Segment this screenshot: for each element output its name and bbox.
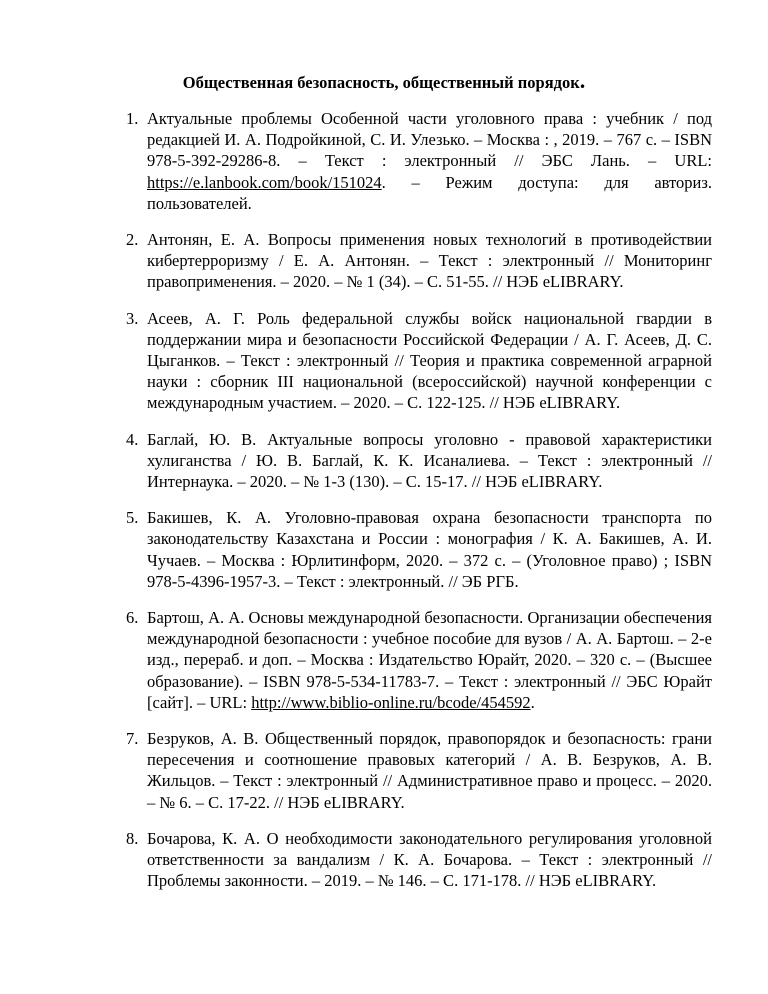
reference-url-link[interactable]: https://e.lanbook.com/book/151024 bbox=[147, 172, 382, 192]
reference-number: 3. bbox=[126, 308, 139, 328]
reference-item-2 bbox=[126, 229, 712, 293]
reference-item-4 bbox=[126, 429, 712, 493]
reference-number: 8. bbox=[126, 828, 139, 848]
reference-url-link[interactable]: http://www.biblio-online.ru/bcode/454592 bbox=[251, 692, 531, 712]
reference-item-6 bbox=[126, 607, 712, 713]
reference-list bbox=[126, 108, 712, 907]
reference-text: Баглай, Ю. В. Актуальные вопросы уголовно - правовой характеристики хулиганства / Ю. В. Баглай, К. К. Исаналиева. – Текст : электронный // Интернаука. – 2020. – № 1-3 (130). – С. 15-17. // НЭБ eLIBRARY. bbox=[147, 429, 712, 492]
reference-text: Бочарова, К. А. О необходимости законодательного регулирования уголовной ответственности за вандализм / К. А. Бочарова. – Текст : электронный // Проблемы законности. – 2019. – № 146. – С. 171-178. // НЭБ eLIBRARY. bbox=[147, 828, 712, 891]
reference-number: 2. bbox=[126, 230, 139, 250]
reference-number: 6. bbox=[126, 608, 139, 628]
reference-number: 1. bbox=[126, 109, 139, 128]
reference-text: Актуальные проблемы Особенной части уголовного права : учебник / под редакцией И. А. Подройкиной, С. И. Улезько. – Москва : , 2019. – 767 с. – ISBN 978-5-392-29286-8. – Текст : электронный // ЭБС Лань. – URL: bbox=[147, 109, 712, 171]
title-period: . bbox=[579, 68, 586, 93]
reference-item-3 bbox=[126, 308, 712, 414]
reference-item-8 bbox=[126, 828, 712, 892]
reference-text-after: . bbox=[530, 692, 535, 712]
reference-number: 7. bbox=[126, 729, 139, 749]
reference-number: 4. bbox=[126, 429, 139, 449]
reference-text: Бакишев, К. А. Уголовно-правовая охрана безопасности транспорта по законодательству Казахстана и России : монография / К. А. Бакишев, А. И. Чучаев. – Москва : Юрлитинформ, 2020. – 372 с. – (Уголовное право) ; ISBN 978-5-4396-1957-3. – Текст : электронный. // ЭБ РГБ. bbox=[147, 508, 712, 591]
reference-text: Асеев, А. Г. Роль федеральной службы войск национальной гвардии в поддержании мира и безопасности Российской Федерации / А. Г. Асеев, Д. С. Цыганков. – Текст : электронный // Теория и практика современной аграрной науки : сборник III национальной (всероссийской) научной конференции с международным участием. – 2020. – С. 122-125. // НЭБ eLIBRARY. bbox=[147, 308, 712, 413]
reference-item-1 bbox=[126, 108, 712, 214]
reference-number: 5. bbox=[126, 508, 139, 528]
reference-text: Безруков, А. В. Общественный порядок, правопорядок и безопасность: грани пересечения и соотношение правовых категорий / А. В. Безруков, А. В. Жильцов. – Текст : электронный // Административное право и процесс. – 2020. – № 6. – С. 17-22. // НЭБ eLIBRARY. bbox=[147, 729, 712, 812]
reference-text: Бартош, А. А. Основы международной безопасности. Организации обеспечения международной безопасности : учебное пособие для вузов / А. А. Бартош. – 2-е изд., перераб. и доп. – Москва : Издательство Юрайт, 2020. – 320 с. – (Высшее образование). – ISBN 978-5-534-11783-7. – Текст : электронный // ЭБС Юрайт [сайт]. – URL: bbox=[147, 608, 712, 712]
reference-text: Антонян, Е. А. Вопросы применения новых технологий в противодействии кибертерроризму / Е. А. Антонян. – Текст : электронный // Мониторинг правоприменения. – 2020. – № 1 (34). – С. 51-55. // НЭБ eLIBRARY. bbox=[147, 230, 712, 292]
title-text: Общественная безопасность, общественный порядок bbox=[182, 73, 580, 92]
reference-item-5 bbox=[126, 507, 712, 592]
reference-text-after: . – Режим доступа: для авториз. пользователей. bbox=[147, 172, 712, 213]
document-title bbox=[0, 70, 768, 94]
reference-item-7 bbox=[126, 728, 712, 813]
